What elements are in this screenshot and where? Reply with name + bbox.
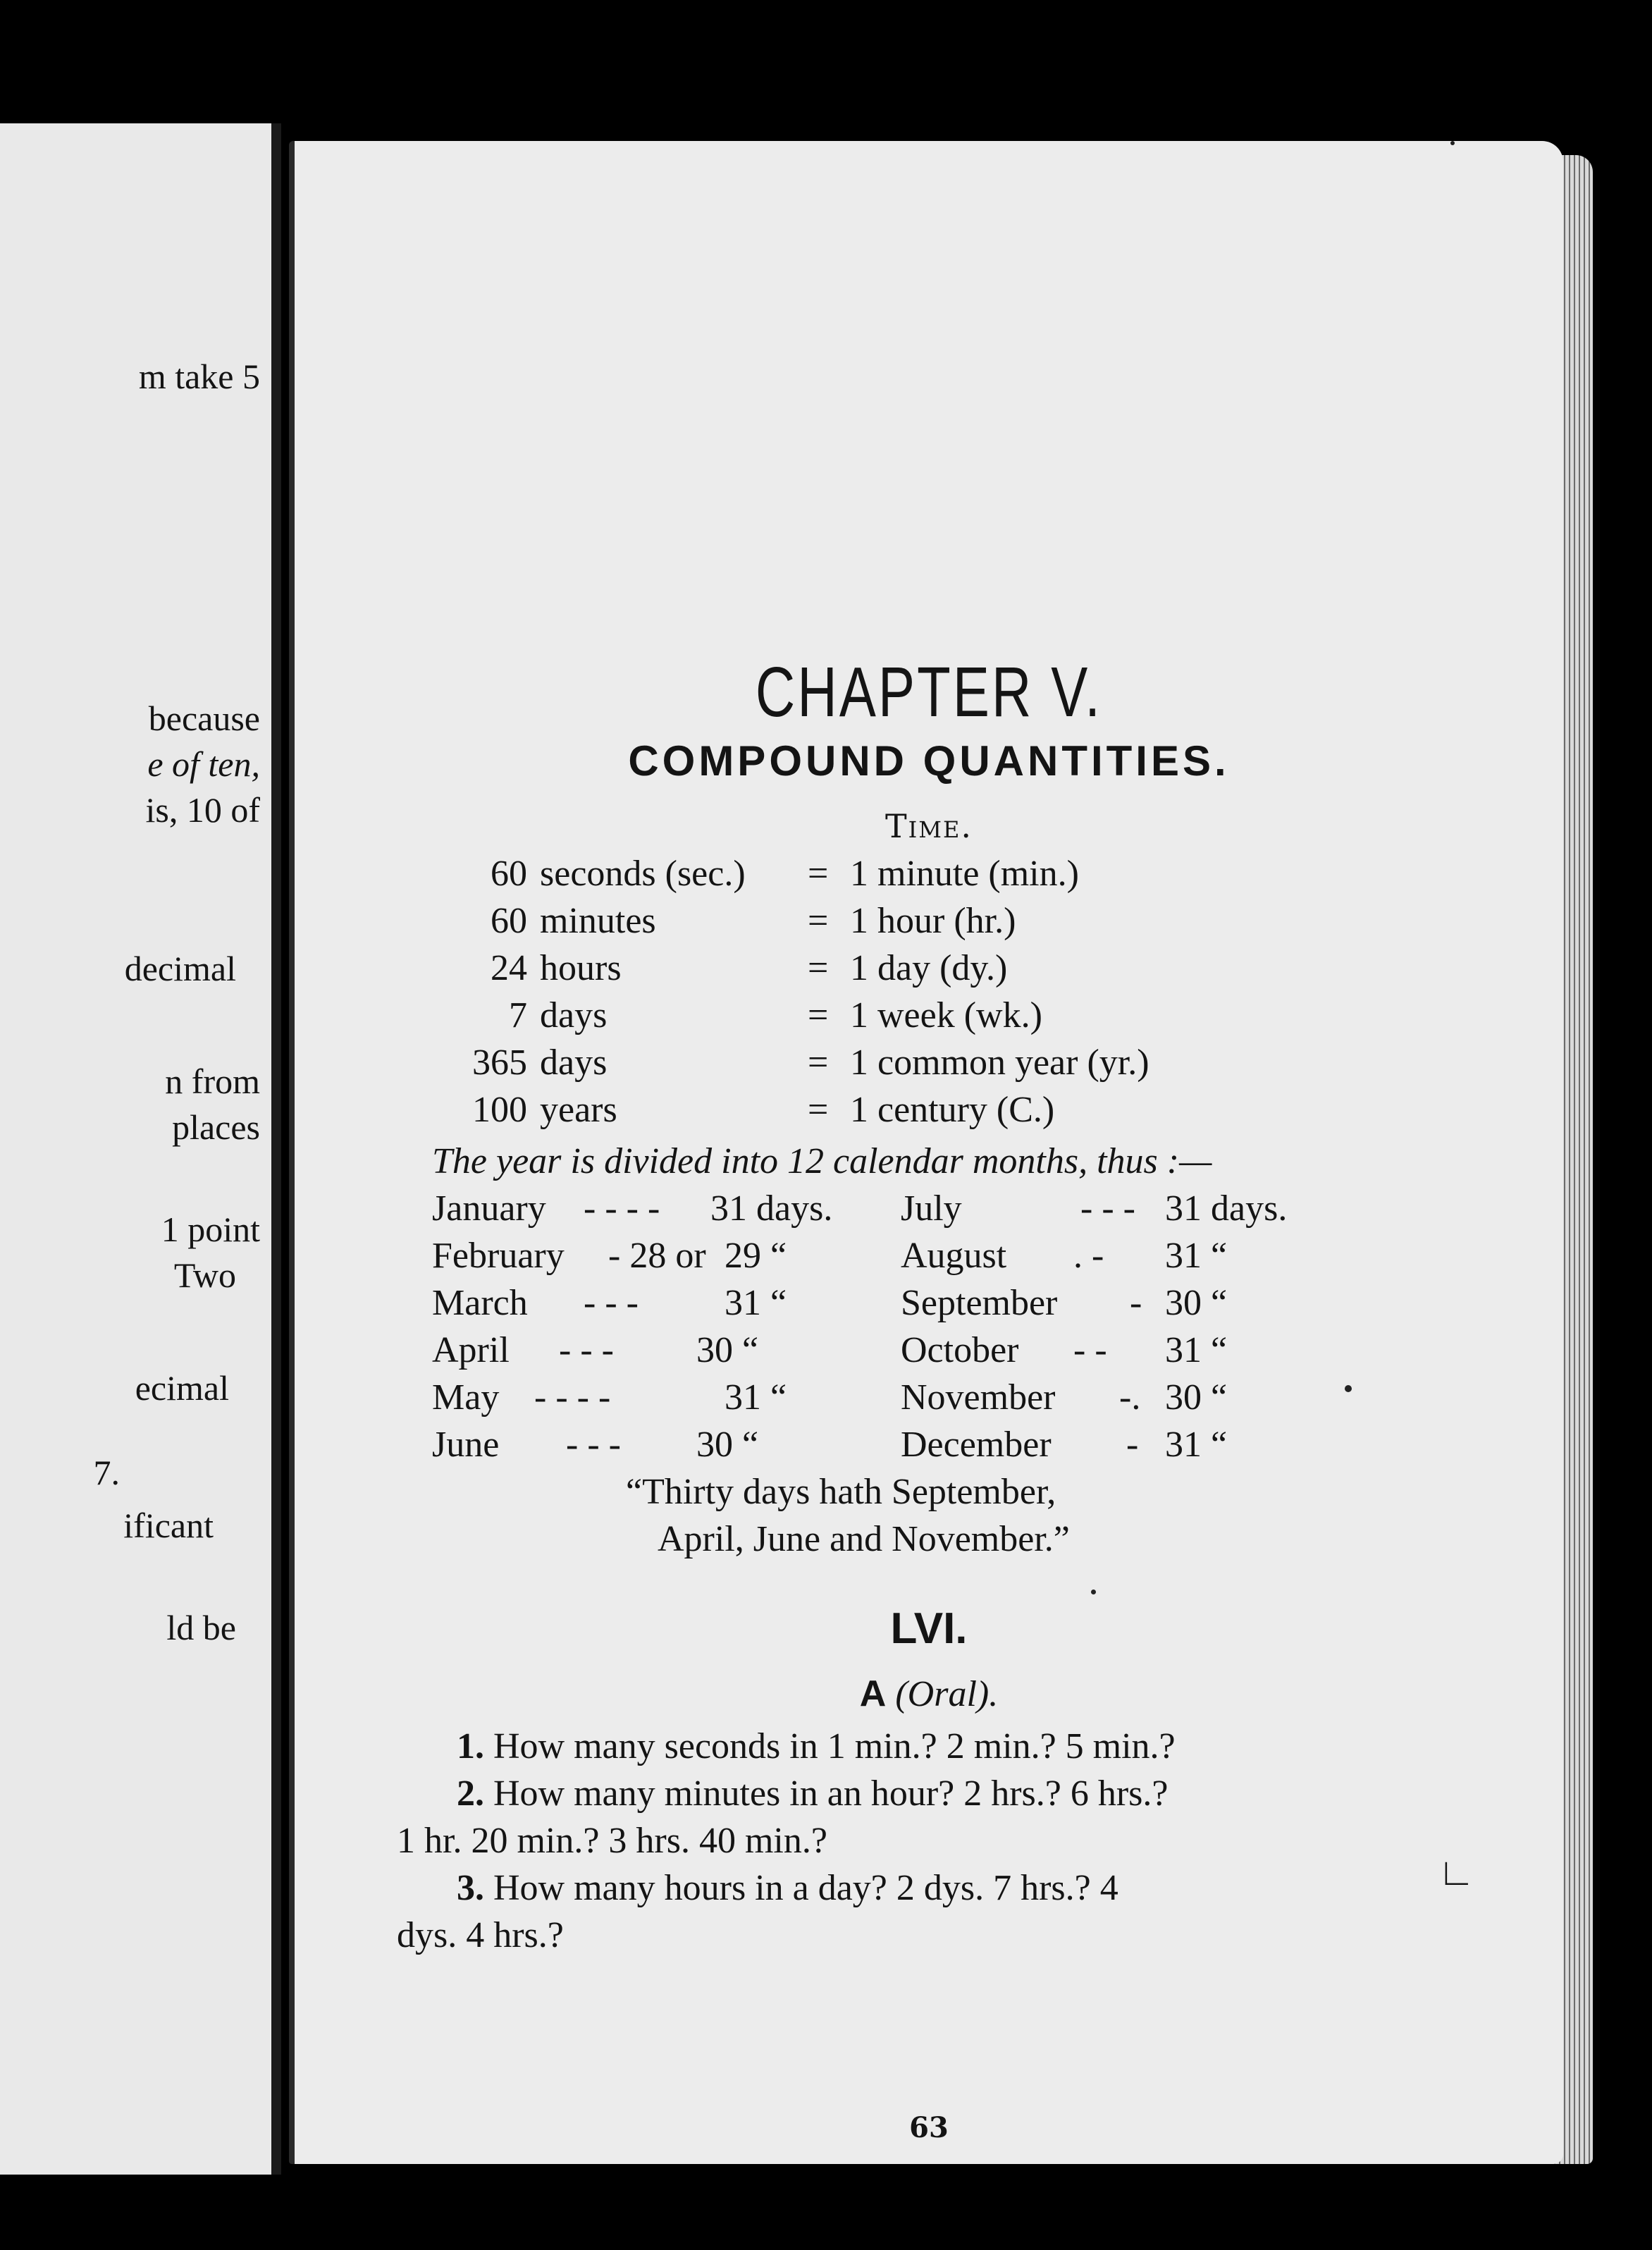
months-row: March - - - 31 “ September - 30 “ <box>432 1283 1228 1323</box>
margin-mark: ∟ <box>1438 1851 1475 1893</box>
months-row: April - - - 30 “ October - - 31 “ <box>432 1330 1228 1370</box>
left-page-text-line: ld be <box>166 1608 236 1647</box>
section-heading <box>295 1673 1563 1715</box>
rhyme-line: April, June and November.” <box>658 1519 1070 1559</box>
rhyme-line: “Thirty days hath September, <box>626 1472 1056 1512</box>
lesson-number: LVI. <box>890 1604 968 1653</box>
months-row: May - - - - 31 “ November -. 30 “ <box>432 1377 1228 1418</box>
months-row: January - - - - 31 days. July - - - 31 days. <box>432 1188 1288 1229</box>
question-text: How many hours in a day? 2 dys. 7 hrs.? 4 <box>493 1868 1118 1908</box>
time-row: 60 seconds (sec.) = 1 minute (min.) <box>491 854 1079 894</box>
left-page-text-line: m take 5 <box>138 357 260 396</box>
time-row: 24 hours = 1 day (dy.) <box>491 948 1008 988</box>
question-continuation: dys. 4 hrs.? <box>397 1915 564 1955</box>
ink-speck <box>1450 141 1455 145</box>
time-row: 365 days = 1 common year (yr.) <box>472 1043 1149 1083</box>
left-page-text-line: because <box>148 699 260 738</box>
left-page-text-line: places <box>172 1107 260 1147</box>
left-page-text-line: ecimal <box>135 1368 229 1408</box>
months-row: June - - - 30 “ December - 31 “ <box>432 1425 1228 1465</box>
left-page-text-line: is, 10 of <box>145 790 260 830</box>
section-note: (Oral). <box>895 1674 999 1714</box>
section-subtitle: COMPOUND QUANTITIES. <box>628 737 1230 785</box>
question-text: How many minutes in an hour? 2 hrs.? 6 hrs.? <box>493 1773 1169 1814</box>
question-number: 1. <box>457 1726 484 1766</box>
months-row: February - 28 or 29 “ August . - 31 “ <box>432 1236 1228 1276</box>
time-row: 60 minutes = 1 hour (hr.) <box>491 901 1016 941</box>
question <box>457 1773 1168 1814</box>
page-number: 63 <box>909 2111 949 2144</box>
left-facing-page <box>0 123 281 2175</box>
time-row: 7 days = 1 week (wk.) <box>509 995 1042 1035</box>
left-page-text-line: 7. <box>93 1453 120 1492</box>
months-intro: The year is divided into 12 calendar months, thus :— <box>432 1141 1212 1181</box>
left-page-text-line: n from <box>165 1062 260 1101</box>
question <box>457 1867 1118 1909</box>
ink-speck <box>1091 1590 1096 1594</box>
time-heading: Time. <box>884 807 973 845</box>
question-continuation: 1 hr. 20 min.? 3 hrs. 40 min.? <box>397 1821 827 1861</box>
left-page-text-line: e of ten, <box>147 744 260 784</box>
left-page-text-line: 1 point <box>161 1210 260 1249</box>
left-page-text-line: Two <box>173 1255 236 1295</box>
left-page-text-line: ificant <box>123 1506 214 1545</box>
chapter-title: CHAPTER V. <box>755 653 1103 732</box>
right-page <box>289 141 1563 2164</box>
left-page-text-line: decimal <box>124 949 236 988</box>
ink-speck <box>1345 1385 1352 1392</box>
question-text: How many seconds in 1 min.? 2 min.? 5 min.? <box>493 1726 1176 1766</box>
section-label: A <box>859 1673 887 1714</box>
question <box>457 1726 1176 1767</box>
question-number: 2. <box>457 1773 484 1814</box>
question-number: 3. <box>457 1868 484 1908</box>
time-row: 100 years = 1 century (C.) <box>472 1090 1055 1130</box>
